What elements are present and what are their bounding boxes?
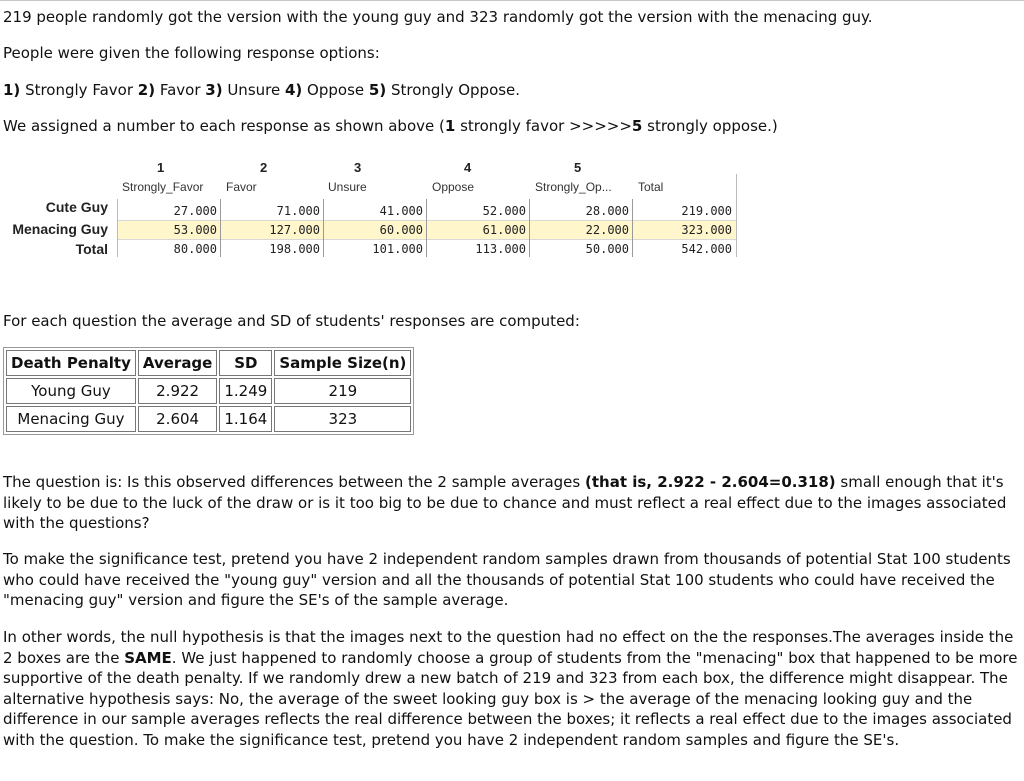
cell: 2.604 (138, 406, 217, 432)
cell: 50.000 (585, 242, 629, 256)
cell: 27.000 (173, 204, 217, 218)
cell: 1.249 (219, 378, 272, 404)
cell: 61.000 (482, 223, 526, 237)
table-row (6, 378, 411, 404)
table-header-row (6, 350, 411, 376)
cell: 219.000 (681, 204, 732, 218)
col-name: Total (638, 180, 664, 194)
cell: 2.922 (138, 378, 217, 404)
cell: 127.000 (269, 223, 320, 237)
option-text: Strongly Favor (20, 81, 138, 99)
option-text: Unsure (222, 81, 285, 99)
assign-mid: strongly favor >>>>> (455, 117, 632, 135)
option-num: 2) (137, 81, 156, 99)
option-text: Favor (155, 81, 206, 99)
cell: 53.000 (173, 223, 217, 237)
assign-pre: We assigned a number to each response as shown above ( (3, 117, 445, 135)
table-row (6, 406, 411, 432)
cell: 60.000 (379, 223, 423, 237)
col-num: 5 (574, 160, 582, 175)
null-post: . We just happened to randomly choose a group of students from the "menacing" box that happened to be more supportive of the death penalty. If we randomly drew a new batch of 219 and 323 from each box, the difference might disappear. The alternative hypothesis says: No, the average of the sweet looking guy box is > the average of the menacing looking guy and the difference in our sample averages reflects the real difference between the boxes; it reflects a real effect due to the images associated with the question. To make the significance test, pretend you have 2 independent random samples and figure the SE's. (3, 648, 1018, 749)
assign-bold-1: 1 (444, 117, 456, 135)
col-name: Strongly_Op... (535, 180, 612, 194)
row-label: Total (75, 241, 108, 257)
cell: 323 (274, 406, 411, 432)
null-pre: In other words, the null hypothesis is that the images next to the question had no effect on the the responses.The averages inside the 2 boxes are the (3, 628, 1014, 667)
significance-paragraph: To make the significance test, pretend you have 2 independent random samples drawn from thousands of potential Stat 100 students who could have received the "young guy" version and all the thousands of potential Stat 100 students who could have received the "menacing guy" version and figure the SE's of the sample average. (3, 550, 1011, 609)
question-paragraph (3, 472, 1019, 534)
col-num: 1 (157, 160, 165, 175)
cell: 71.000 (276, 204, 320, 218)
question-bold: (that is, 2.922 - 2.604=0.318) (585, 473, 836, 491)
option-num: 4) (284, 81, 303, 99)
option-text: Strongly Oppose. (386, 81, 521, 99)
cell: 323.000 (681, 223, 732, 237)
col-name: Favor (226, 180, 257, 194)
table-right-edge (736, 174, 737, 257)
null-hypothesis-paragraph (3, 627, 1019, 750)
col-num: 2 (260, 160, 268, 175)
avg-intro: For each question the average and SD of students' responses are computed: (3, 312, 580, 330)
row-label: Menacing Guy (12, 221, 108, 237)
col-name: Unsure (328, 180, 367, 194)
header-cell: SD (219, 350, 272, 376)
col-num: 3 (354, 160, 362, 175)
option-text: Oppose (302, 81, 369, 99)
row-label: Cute Guy (45, 199, 108, 215)
col-num: 4 (464, 160, 472, 175)
cell: 41.000 (379, 204, 423, 218)
contingency-table (0, 156, 745, 260)
col-name: Oppose (432, 180, 475, 194)
question-pre: The question is: Is this observed differences between the 2 sample averages (3, 473, 585, 491)
cell: 80.000 (173, 242, 217, 256)
header-cell: Average (138, 350, 217, 376)
cell: 198.000 (269, 242, 320, 256)
col-name: Strongly_Favor (122, 180, 204, 194)
cell: 219 (274, 378, 411, 404)
cell: 28.000 (585, 204, 629, 218)
assign-post: strongly oppose.) (642, 117, 778, 135)
header-cell: Death Penalty (6, 350, 136, 376)
assign-line (3, 116, 778, 137)
header-cell: Sample Size(n) (274, 350, 411, 376)
intro-line-1: 219 people randomly got the version with the young guy and 323 randomly got the version with the menacing guy. (3, 8, 873, 26)
question-post: small enough that it's likely to be due to the luck of the draw or is it too big to be due to chance and must reflect a real effect due to the images associated with the questions? (3, 473, 1007, 532)
cell: 22.000 (585, 223, 629, 237)
cell: Menacing Guy (6, 406, 136, 432)
cell: 113.000 (475, 242, 526, 256)
assign-bold-5: 5 (631, 117, 643, 135)
null-bold: SAME (124, 648, 172, 667)
option-num: 1) (3, 81, 21, 99)
intro-line-2: People were given the following response options: (3, 44, 380, 62)
cell: Young Guy (6, 378, 136, 404)
cell: 1.164 (219, 406, 272, 432)
summary-table (3, 347, 414, 435)
option-num: 5) (368, 81, 387, 99)
cell: 52.000 (482, 204, 526, 218)
option-num: 3) (205, 81, 223, 99)
top-divider (0, 0, 1024, 1)
cell: 542.000 (681, 242, 732, 256)
cell: 101.000 (372, 242, 423, 256)
response-options (3, 80, 520, 101)
